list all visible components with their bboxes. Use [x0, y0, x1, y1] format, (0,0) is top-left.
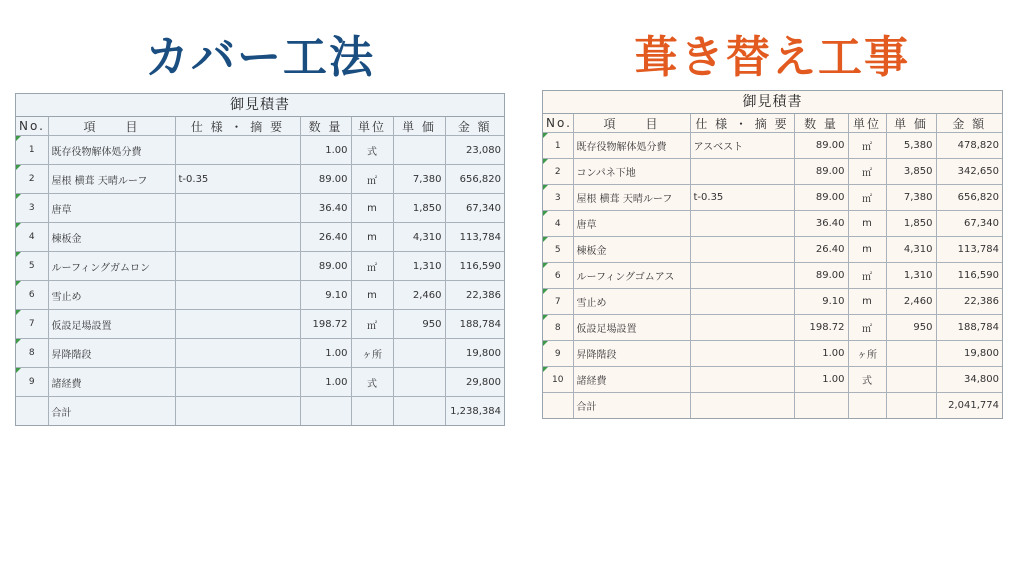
- item-cell: 棟板金: [48, 223, 175, 252]
- row-number: 7: [543, 289, 573, 315]
- amount-cell: 478,820: [936, 133, 1002, 159]
- reroofing-estimate: [542, 90, 1003, 419]
- row-number: [543, 393, 573, 419]
- quantity-cell: 1.00: [300, 368, 351, 397]
- unit-cell: ㎡: [351, 165, 393, 194]
- unit-price-cell: [393, 368, 445, 397]
- spec-cell: [690, 159, 794, 185]
- amount-cell: 342,650: [936, 159, 1002, 185]
- table-row: [543, 341, 1002, 367]
- unit-cell: [848, 393, 886, 419]
- amount-cell: 19,800: [445, 339, 504, 368]
- unit-cell: ㎡: [848, 315, 886, 341]
- table-row: [16, 252, 504, 281]
- unit-price-cell: 5,380: [886, 133, 936, 159]
- spec-cell: [175, 194, 300, 223]
- unit-cell: ㎡: [848, 263, 886, 289]
- amount-cell: 67,340: [936, 211, 1002, 237]
- unit-price-cell: [886, 367, 936, 393]
- unit-price-cell: 3,850: [886, 159, 936, 185]
- item-cell: 屋根 横葺 天晴ルーフ: [573, 185, 690, 211]
- amount-cell: 113,784: [445, 223, 504, 252]
- quantity-cell: 89.00: [794, 133, 848, 159]
- table-row: [543, 289, 1002, 315]
- unit-cell: ㎡: [848, 185, 886, 211]
- quantity-cell: 26.40: [300, 223, 351, 252]
- spec-cell: [175, 397, 300, 426]
- row-number: 1: [16, 136, 48, 165]
- table-row: [16, 165, 504, 194]
- quantity-cell: 198.72: [794, 315, 848, 341]
- row-number: 3: [543, 185, 573, 211]
- item-cell: ルーフィングゴムアス: [573, 263, 690, 289]
- row-number: 2: [16, 165, 48, 194]
- unit-cell: m: [848, 211, 886, 237]
- spec-cell: [690, 367, 794, 393]
- spec-cell: [175, 281, 300, 310]
- unit-cell: m: [351, 194, 393, 223]
- unit-price-cell: 2,460: [886, 289, 936, 315]
- amount-cell: 34,800: [936, 367, 1002, 393]
- quantity-cell: 89.00: [794, 159, 848, 185]
- unit-cell: ヶ所: [351, 339, 393, 368]
- header-qty: 数 量: [300, 117, 351, 136]
- unit-cell: m: [848, 289, 886, 315]
- amount-cell: 29,800: [445, 368, 504, 397]
- total-label: 合計: [48, 397, 175, 426]
- cover-method-heading: カバー工法: [145, 32, 375, 83]
- quantity-cell: [300, 397, 351, 426]
- spec-cell: [175, 252, 300, 281]
- unit-cell: ㎡: [848, 159, 886, 185]
- unit-price-cell: 1,310: [886, 263, 936, 289]
- item-cell: 昇降階段: [48, 339, 175, 368]
- unit-cell: 式: [848, 367, 886, 393]
- spec-cell: [175, 368, 300, 397]
- table-row: [16, 136, 504, 165]
- quantity-cell: 1.00: [300, 339, 351, 368]
- spec-cell: t-0.35: [175, 165, 300, 194]
- unit-price-cell: 7,380: [393, 165, 445, 194]
- item-cell: 既存役物解体処分費: [48, 136, 175, 165]
- quantity-cell: 36.40: [794, 211, 848, 237]
- spec-cell: [690, 237, 794, 263]
- quantity-cell: 9.10: [794, 289, 848, 315]
- total-label: 合計: [573, 393, 690, 419]
- item-cell: 唐草: [48, 194, 175, 223]
- header-amount: 金 額: [936, 114, 1002, 133]
- spec-cell: [690, 393, 794, 419]
- item-cell: ルーフィングガムロン: [48, 252, 175, 281]
- estimate-table: [16, 117, 504, 425]
- amount-cell: 188,784: [936, 315, 1002, 341]
- amount-cell: 22,386: [445, 281, 504, 310]
- unit-cell: m: [848, 237, 886, 263]
- amount-cell: 67,340: [445, 194, 504, 223]
- header-spec: 仕 様 ・ 摘 要: [175, 117, 300, 136]
- amount-cell: 656,820: [936, 185, 1002, 211]
- unit-price-cell: [886, 393, 936, 419]
- row-number: 4: [16, 223, 48, 252]
- quantity-cell: 198.72: [300, 310, 351, 339]
- amount-cell: 19,800: [936, 341, 1002, 367]
- table-row: [543, 211, 1002, 237]
- table-row: [16, 223, 504, 252]
- header-no: No.: [543, 114, 573, 133]
- amount-cell: 116,590: [445, 252, 504, 281]
- cover-method-estimate: [15, 93, 505, 426]
- row-number: [16, 397, 48, 426]
- table-row: [16, 194, 504, 223]
- total-row: [543, 393, 1002, 419]
- header-price: 単 価: [886, 114, 936, 133]
- amount-cell: 22,386: [936, 289, 1002, 315]
- item-cell: 昇降階段: [573, 341, 690, 367]
- row-number: 10: [543, 367, 573, 393]
- spec-cell: アスベスト: [690, 133, 794, 159]
- item-cell: 諸経費: [48, 368, 175, 397]
- table-row: [543, 367, 1002, 393]
- quantity-cell: 89.00: [794, 185, 848, 211]
- reroofing-heading: 葺き替え工事: [634, 32, 910, 83]
- header-qty: 数 量: [794, 114, 848, 133]
- unit-cell: [351, 397, 393, 426]
- unit-cell: ㎡: [848, 133, 886, 159]
- unit-price-cell: 1,310: [393, 252, 445, 281]
- item-cell: 雪止め: [573, 289, 690, 315]
- unit-price-cell: 950: [393, 310, 445, 339]
- row-number: 1: [543, 133, 573, 159]
- total-row: [16, 397, 504, 426]
- item-cell: 仮設足場設置: [48, 310, 175, 339]
- quantity-cell: 26.40: [794, 237, 848, 263]
- header-row: [543, 114, 1002, 133]
- table-row: [543, 263, 1002, 289]
- header-amount: 金 額: [445, 117, 504, 136]
- header-item: 項 目: [48, 117, 175, 136]
- row-number: 8: [543, 315, 573, 341]
- spec-cell: [690, 315, 794, 341]
- row-number: 7: [16, 310, 48, 339]
- row-number: 2: [543, 159, 573, 185]
- spec-cell: [175, 223, 300, 252]
- item-cell: 仮設足場設置: [573, 315, 690, 341]
- table-row: [16, 310, 504, 339]
- spec-cell: [175, 339, 300, 368]
- table-row: [543, 133, 1002, 159]
- unit-price-cell: [393, 136, 445, 165]
- header-item: 項 目: [573, 114, 690, 133]
- total-amount: 1,238,384: [445, 397, 504, 426]
- row-number: 9: [543, 341, 573, 367]
- quantity-cell: 1.00: [794, 367, 848, 393]
- quantity-cell: 89.00: [794, 263, 848, 289]
- quantity-cell: 9.10: [300, 281, 351, 310]
- table-row: [16, 281, 504, 310]
- quantity-cell: 1.00: [300, 136, 351, 165]
- table-row: [543, 237, 1002, 263]
- header-row: [16, 117, 504, 136]
- spec-cell: [175, 136, 300, 165]
- unit-price-cell: 2,460: [393, 281, 445, 310]
- spec-cell: [690, 341, 794, 367]
- row-number: 5: [543, 237, 573, 263]
- table-row: [16, 368, 504, 397]
- unit-price-cell: 7,380: [886, 185, 936, 211]
- amount-cell: 188,784: [445, 310, 504, 339]
- quantity-cell: 89.00: [300, 252, 351, 281]
- header-no: No.: [16, 117, 48, 136]
- spec-cell: [690, 263, 794, 289]
- table-row: [543, 159, 1002, 185]
- unit-cell: m: [351, 223, 393, 252]
- unit-price-cell: 4,310: [393, 223, 445, 252]
- row-number: 3: [16, 194, 48, 223]
- row-number: 4: [543, 211, 573, 237]
- spec-cell: [175, 310, 300, 339]
- item-cell: 屋根 横葺 天晴ルーフ: [48, 165, 175, 194]
- header-spec: 仕 様 ・ 摘 要: [690, 114, 794, 133]
- table-row: [16, 339, 504, 368]
- item-cell: 雪止め: [48, 281, 175, 310]
- row-number: 6: [543, 263, 573, 289]
- quantity-cell: 89.00: [300, 165, 351, 194]
- quantity-cell: 36.40: [300, 194, 351, 223]
- unit-cell: m: [351, 281, 393, 310]
- unit-cell: ㎡: [351, 252, 393, 281]
- estimate-table: [543, 114, 1002, 418]
- header-unit: 単位: [351, 117, 393, 136]
- total-amount: 2,041,774: [936, 393, 1002, 419]
- unit-price-cell: 1,850: [886, 211, 936, 237]
- unit-price-cell: [393, 339, 445, 368]
- table-row: [543, 315, 1002, 341]
- table-row: [543, 185, 1002, 211]
- item-cell: 棟板金: [573, 237, 690, 263]
- amount-cell: 656,820: [445, 165, 504, 194]
- row-number: 5: [16, 252, 48, 281]
- unit-cell: 式: [351, 136, 393, 165]
- item-cell: 既存役物解体処分費: [573, 133, 690, 159]
- spec-cell: t-0.35: [690, 185, 794, 211]
- unit-price-cell: 950: [886, 315, 936, 341]
- quantity-cell: [794, 393, 848, 419]
- amount-cell: 113,784: [936, 237, 1002, 263]
- spec-cell: [690, 289, 794, 315]
- item-cell: 諸経費: [573, 367, 690, 393]
- row-number: 6: [16, 281, 48, 310]
- unit-cell: ㎡: [351, 310, 393, 339]
- header-price: 単 価: [393, 117, 445, 136]
- estimate-title: 御見積書: [543, 91, 1002, 114]
- unit-price-cell: 4,310: [886, 237, 936, 263]
- amount-cell: 116,590: [936, 263, 1002, 289]
- amount-cell: 23,080: [445, 136, 504, 165]
- unit-price-cell: [886, 341, 936, 367]
- estimate-title: 御見積書: [16, 94, 504, 117]
- unit-price-cell: [393, 397, 445, 426]
- row-number: 8: [16, 339, 48, 368]
- unit-cell: ヶ所: [848, 341, 886, 367]
- spec-cell: [690, 211, 794, 237]
- row-number: 9: [16, 368, 48, 397]
- quantity-cell: 1.00: [794, 341, 848, 367]
- item-cell: 唐草: [573, 211, 690, 237]
- item-cell: コンパネ下地: [573, 159, 690, 185]
- unit-cell: 式: [351, 368, 393, 397]
- header-unit: 単位: [848, 114, 886, 133]
- unit-price-cell: 1,850: [393, 194, 445, 223]
